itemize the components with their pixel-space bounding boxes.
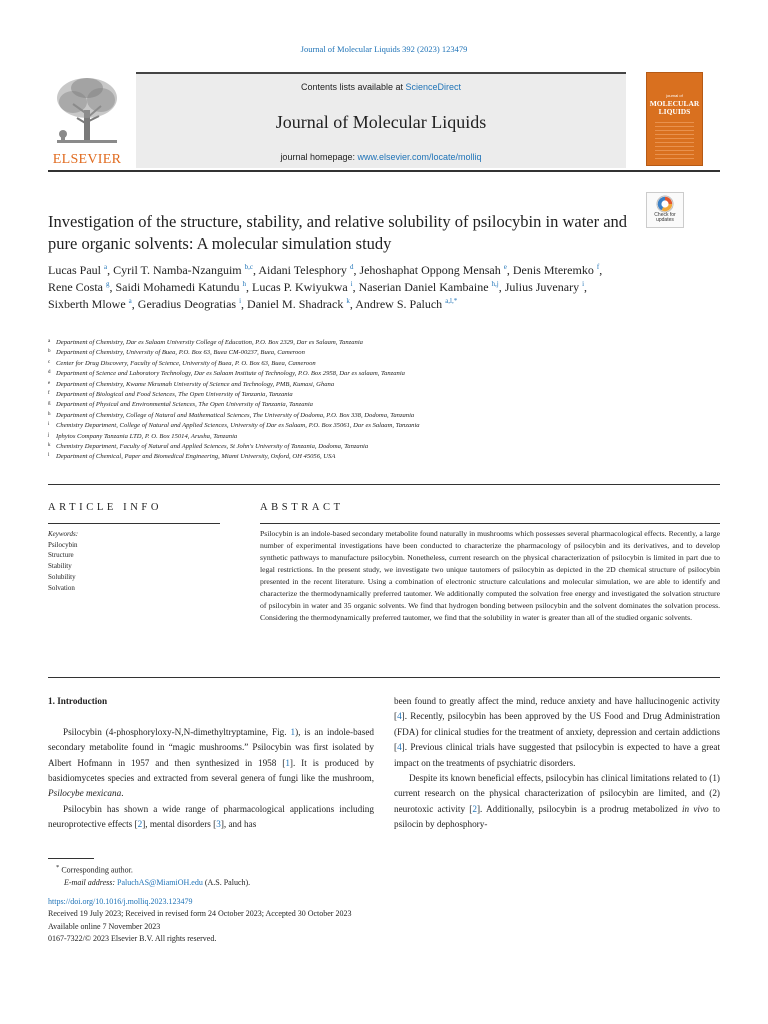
author-separator: ,	[353, 263, 357, 277]
check-for-updates-icon	[656, 195, 674, 213]
author[interactable]	[113, 263, 256, 277]
author-affiliation-marker[interactable]: k	[346, 297, 350, 305]
section-rule	[48, 677, 720, 678]
affiliation-letter: g	[48, 401, 51, 407]
article-title: Investigation of the structure, stability, and relative solubility of psilocybin in water and pure organic solvents: A molecular simulation study	[48, 212, 628, 253]
affiliation-item	[48, 421, 708, 431]
author-name[interactable]: Geradius Deogratias	[137, 297, 237, 311]
affiliation-item	[48, 400, 708, 410]
author-separator: ,	[506, 263, 510, 277]
keywords-list	[48, 540, 220, 594]
citation-link[interactable]: 2	[472, 803, 477, 814]
text-run: Despite its known beneficial effects, psilocybin has clinical limitations related to (1) current research on the physical characterization of psilocybin are limited, and (2) neurotoxic activity [	[394, 773, 720, 814]
text-run: ]. It is produced by basidiomycetes species and extracted from several genera of fungi like the mushroom,	[48, 757, 374, 784]
cover-title-text: MOLECULAR LIQUIDS	[649, 99, 700, 116]
author-name[interactable]: Lucas Paul	[48, 263, 101, 277]
author-affiliation-marker[interactable]: a	[104, 263, 108, 271]
abstract-heading: ABSTRACT	[260, 502, 344, 513]
text-run: Psilocybin (4-phosphoryloxy-N,N-dimethyltryptamine, Fig.	[63, 726, 291, 737]
affiliation-text: Department of Physical and Environmental Sciences, The Open University of Tanzania, Tanzania	[56, 401, 313, 409]
homepage-line	[136, 152, 626, 162]
author-list	[48, 262, 668, 313]
affiliation-text: Department of Science and Laboratory Technology, Dar es Salaam Institute of Technology, P.O. Box 2958, Dar es salaam, Tanzania	[56, 370, 405, 378]
available-online-date: Available online 7 November 2023	[48, 921, 161, 931]
author[interactable]	[48, 297, 135, 311]
sciencedirect-link[interactable]: ScienceDirect	[405, 82, 462, 92]
text-run: ], mental disorders [	[142, 819, 217, 830]
author-affiliation-marker[interactable]: i	[582, 280, 585, 288]
affiliation-item	[48, 359, 708, 369]
doi-link[interactable]	[48, 896, 720, 909]
contents-line	[136, 82, 626, 92]
affiliation-text: Iphytos Company Tanzania LTD, P. O. Box 15014, Arusha, Tanzania	[56, 432, 238, 440]
author-name[interactable]: Saidi Mohamedi Katundu	[115, 280, 240, 294]
author[interactable]	[355, 297, 457, 311]
text-run: ], and has	[220, 819, 257, 830]
author[interactable]	[359, 263, 509, 277]
author-name[interactable]: Sixberth Mlowe	[48, 297, 126, 311]
body-column-left	[48, 694, 374, 833]
author-affiliation-marker[interactable]: i	[350, 280, 353, 288]
footnote-mark: *	[56, 864, 60, 871]
affiliation-text: Chemistry Department, Faculty of Natural and Applied Sciences, St John's University of Tanzania, Dodoma, Tanzania	[56, 443, 369, 451]
email-line	[48, 877, 720, 890]
contents-prefix: Contents lists available at	[300, 82, 406, 92]
cover-decoration	[655, 122, 694, 162]
article-info-heading: ARTICLE INFO	[48, 502, 163, 513]
affiliation-text: Department of Chemical, Paper and Biomedical Engineering, Miami University, Oxford, OH 45056, USA	[56, 453, 336, 461]
author-separator: ,	[253, 263, 256, 277]
affiliation-item	[48, 348, 708, 358]
keyword-item: Solubility	[48, 572, 76, 581]
affiliation-letter: b	[48, 349, 51, 355]
author[interactable]	[359, 280, 502, 294]
homepage-prefix: journal homepage:	[280, 152, 358, 162]
elsevier-tree-icon	[51, 74, 123, 148]
author-separator: ,	[349, 297, 353, 311]
author-name[interactable]: Denis Mteremko	[512, 263, 594, 277]
author-affiliation-marker[interactable]: a	[128, 297, 132, 305]
section-rule	[260, 523, 720, 524]
citation-link[interactable]: 4	[397, 711, 402, 722]
affiliation-item	[48, 338, 708, 348]
journal-cover-image[interactable]	[646, 72, 703, 166]
journal-banner	[136, 72, 626, 168]
body-column-right	[394, 694, 720, 833]
affiliation-item	[48, 432, 708, 442]
author-affiliation-marker[interactable]: d	[349, 263, 354, 271]
affiliation-item	[48, 442, 708, 452]
keywords-label: Keywords:	[48, 530, 79, 538]
elsevier-logo[interactable]	[48, 74, 126, 168]
copyright-notice: 0167-7322/© 2023 Elsevier B.V. All rights reserved.	[48, 934, 217, 944]
author[interactable]	[513, 263, 602, 277]
affiliation-text: Center for Drug Discovery, Faculty of Science, University of Buea, P. O. Box 63, Buea, Cameroon	[56, 359, 316, 367]
affiliation-letter: h	[48, 411, 51, 417]
author-name[interactable]: Daniel M. Shadrack	[247, 297, 344, 311]
received-dates: Received 19 July 2023; Received in revised form 24 October 2023; Accepted 30 October 2023	[48, 909, 352, 919]
author-affiliation-marker[interactable]: b,c	[244, 263, 253, 271]
author[interactable]	[138, 297, 244, 311]
author-separator: ,	[352, 280, 356, 294]
author-name[interactable]: Lucas P. Kwiyukwa	[251, 280, 348, 294]
text-run: ]. Recently, psilocybin has been approved by the US Food and Drug Administration (FDA) for clinical studies for the treatment of anxiety, depression and certain addictions [	[394, 711, 720, 753]
corresponding-label: Corresponding author.	[61, 865, 133, 875]
author-name[interactable]: Cyril T. Namba-Nzanguim	[113, 263, 242, 277]
keyword-item: Structure	[48, 551, 74, 560]
author[interactable]	[252, 280, 356, 294]
affiliation-letter: a	[48, 339, 51, 344]
doi-link-text[interactable]: https://doi.org/10.1016/j.molliq.2023.123479	[48, 896, 193, 906]
footnotes	[48, 862, 720, 946]
author-affiliation-marker[interactable]: f	[596, 263, 600, 271]
text-run: Psilocybin has shown a wide range of pharmacological applications including neuroprotective effects [	[48, 803, 374, 830]
footnote-rule	[48, 858, 94, 859]
affiliation-letter: j	[48, 432, 50, 438]
email-label: E-mail address:	[64, 878, 118, 888]
author-affiliation-marker[interactable]: e	[503, 263, 507, 271]
author-affiliation-marker[interactable]: i	[239, 297, 242, 305]
body-paragraph	[48, 725, 374, 802]
affiliation-letter: e	[48, 380, 51, 386]
citation-link[interactable]: 1	[285, 757, 290, 768]
citation-link[interactable]: 3	[216, 819, 221, 830]
email-link[interactable]: PaluchAS@MiamiOH.edu	[117, 878, 203, 888]
keyword-item: Psilocybin	[48, 540, 78, 549]
italic-term: in vivo	[681, 803, 709, 814]
check-for-updates-label: Check for updates	[654, 212, 676, 223]
journal-homepage-link[interactable]: www.elsevier.com/locate/molliq	[357, 152, 482, 162]
affiliation-letter: i	[48, 422, 50, 428]
affiliation-letter: f	[48, 391, 50, 397]
masthead-rule	[48, 170, 720, 172]
body-paragraph	[48, 802, 374, 833]
affiliation-item	[48, 380, 708, 390]
affiliation-item	[48, 369, 708, 379]
author-name[interactable]: Aidani Telesphory	[258, 263, 347, 277]
author[interactable]	[116, 280, 249, 294]
author-separator: ,	[241, 297, 245, 311]
cover-top-text: journal of	[666, 93, 683, 98]
affiliation-text: Department of Chemistry, Dar es Salaam University College of Education, P.O. Box 2329, Dar es Salaam, Tanzania	[56, 339, 363, 346]
section-rule	[48, 523, 220, 524]
section-rule	[48, 484, 720, 485]
author-name[interactable]: Julius Juvenary	[504, 280, 580, 294]
text-run: been found to greatly affect the mind, reduce anxiety and have hallucinogenic activity [	[394, 696, 720, 722]
author-separator: ,	[109, 280, 113, 294]
author[interactable]	[48, 280, 113, 294]
author[interactable]	[48, 263, 110, 277]
affiliation-letter: c	[48, 359, 51, 365]
keywords-block	[48, 529, 220, 593]
affiliation-letter: l	[48, 453, 50, 459]
text-run: ), is an indole-based secondary metabolite found in “magic mushrooms.” Psilocybin was first isolated by Albert Hofmann in 1957 and then synthesized in 1958 [	[48, 726, 374, 768]
affiliation-text: Department of Chemistry, University of Buea, P.O. Box 63, Buea CM-00237, Buea, Cameroon	[56, 349, 305, 357]
author-separator: ,	[584, 280, 588, 294]
affiliation-letter: k	[48, 443, 51, 449]
text-run: .	[121, 788, 124, 799]
corresponding-author-note	[48, 862, 720, 877]
author-name[interactable]: Andrew S. Paluch	[355, 297, 443, 311]
author[interactable]	[505, 280, 587, 294]
keyword-item: Solvation	[48, 583, 75, 592]
author[interactable]	[258, 263, 356, 277]
author-name[interactable]: Jehoshaphat Oppong Mensah	[359, 263, 501, 277]
email-suffix: (A.S. Paluch).	[202, 878, 251, 888]
affiliation-item	[48, 390, 708, 400]
text-run: ]. Previous clinical trials have suggested that psilocybin is expected to have a great impact on the treatments of psychiatric disorders.	[394, 742, 720, 768]
author-affiliation-marker[interactable]: a,l,*	[445, 297, 458, 305]
journal-citation-link[interactable]: Journal of Molecular Liquids 392 (2023) 123479	[300, 44, 468, 54]
author-separator: ,	[245, 280, 249, 294]
journal-title: Journal of Molecular Liquids	[275, 112, 487, 132]
introduction-heading: 1. Introduction	[48, 696, 108, 706]
affiliation-text: Department of Chemistry, College of Natural and Mathematical Sciences, The University of Dodoma, P.O. Box 338, Dodoma, Tanzania	[56, 411, 415, 419]
check-for-updates-button[interactable]	[646, 192, 684, 228]
text-run: ]. Additionally, psilocybin is a prodrug metabolized	[476, 803, 682, 814]
author-separator: ,	[498, 280, 502, 294]
author[interactable]	[247, 297, 353, 311]
author-affiliation-marker[interactable]: h,j	[491, 280, 499, 288]
author-name[interactable]: Rene Costa	[48, 280, 103, 294]
body-paragraph	[394, 771, 720, 833]
affiliation-letter: d	[48, 370, 51, 376]
author-name[interactable]: Naserian Daniel Kambaine	[358, 280, 489, 294]
affiliation-item	[48, 452, 708, 462]
author-separator: ,	[599, 263, 603, 277]
author-separator: ,	[107, 263, 111, 277]
affiliation-text: Chemistry Department, College of Natural and Applied Sciences, University of Dar es Salaam, P.O. Box 35061, Dar es Salaam, Tanzania	[56, 422, 420, 430]
abstract-text: Psilocybin is an indole-based secondary metabolite found naturally in mushrooms which possesses several pharmacological effects. Recently, a large number of experimental investigations have been conducted to characterize the pharmacology of psilocybin and its derivatives, and to develop synthetic pathways to manufacture psilocybin. Nonetheless, current research on the physical characterization of psilocybin is limited in part due to legal restrictions. In the present study, we investigate two unique tautomers of psilocybin as depicted in the 2D chemical structure of psilocybin presented in the recent literature. Using a combination of electronic structure calculations and molecular simulation, we are able to identify and characterize the thermodynamically preferred tautomer. We additionally computed the solvation free energy and investigated the solvation structure of psilocybin in water and 35 organic solvents. We find that hydrogen bonding between psilocybin and the solvent dominates the solvation process. Considering the thermodynamically preferred tautomer, we find that the solubility in water is greater than all of the studied organic solvents.	[260, 529, 720, 623]
species-name: Psilocybe mexicana	[48, 788, 122, 799]
text-run: to psilocin by dephosphory-	[394, 803, 720, 830]
figure-ref-link[interactable]: 1	[290, 726, 296, 737]
author-affiliation-marker[interactable]: g	[106, 280, 110, 288]
affiliation-list	[48, 338, 708, 463]
keyword-item: Stability	[48, 562, 72, 571]
author-separator: ,	[131, 297, 135, 311]
publisher-name: ELSEVIER	[52, 152, 122, 167]
affiliation-item	[48, 411, 708, 421]
citation-link[interactable]: 4	[397, 742, 402, 753]
masthead	[48, 72, 720, 168]
affiliation-text: Department of Biological and Food Sciences, The Open University of Tanzania, Tanzania	[56, 391, 293, 399]
affiliation-text: Department of Chemistry, Kwame Nkrumah University of Science and Technology, PMB, Kumasi, Ghana	[56, 380, 335, 388]
body-paragraph	[394, 694, 720, 771]
author-affiliation-marker[interactable]: h	[242, 280, 246, 288]
citation-link[interactable]: 2	[137, 819, 143, 830]
